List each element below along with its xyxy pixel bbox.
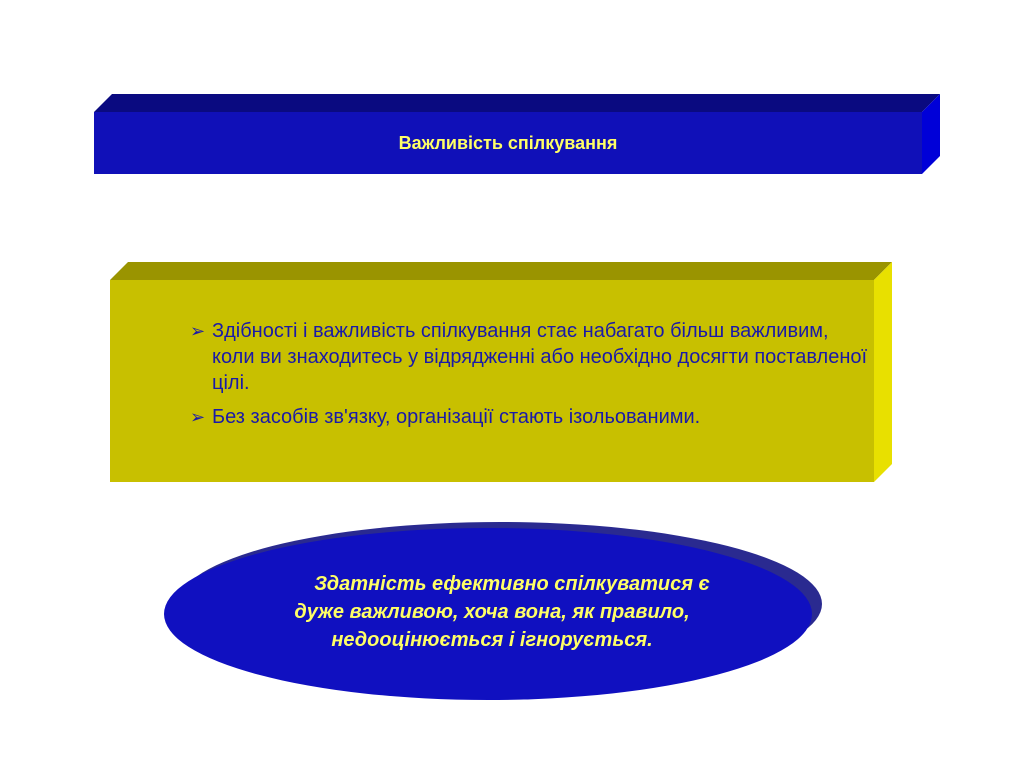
content-box-top [110, 262, 892, 280]
bullet-text: Здібності і важливість спілкування стає набагато більш важливим, коли ви знаходитесь у відрядженні або необхідно досягти поставленої цілі. [212, 320, 868, 394]
bullet-item [190, 404, 870, 430]
callout-text: Здатність ефективно спілкуватися є дуже важливою, хоча вона, як правило, недооцінюється і ігнорується. [294, 573, 710, 651]
slide-title: Важливість спілкування [398, 132, 618, 153]
bullet-list [190, 318, 870, 438]
title-bar-top [94, 94, 940, 112]
arrow-bullet-icon: ➢ [190, 407, 206, 427]
bullet-text: Без засобів зв'язку, організації стають ізольованими. [212, 406, 701, 428]
bullet-item [190, 318, 870, 396]
content-box-side [874, 262, 892, 482]
arrow-bullet-icon: ➢ [190, 321, 206, 341]
